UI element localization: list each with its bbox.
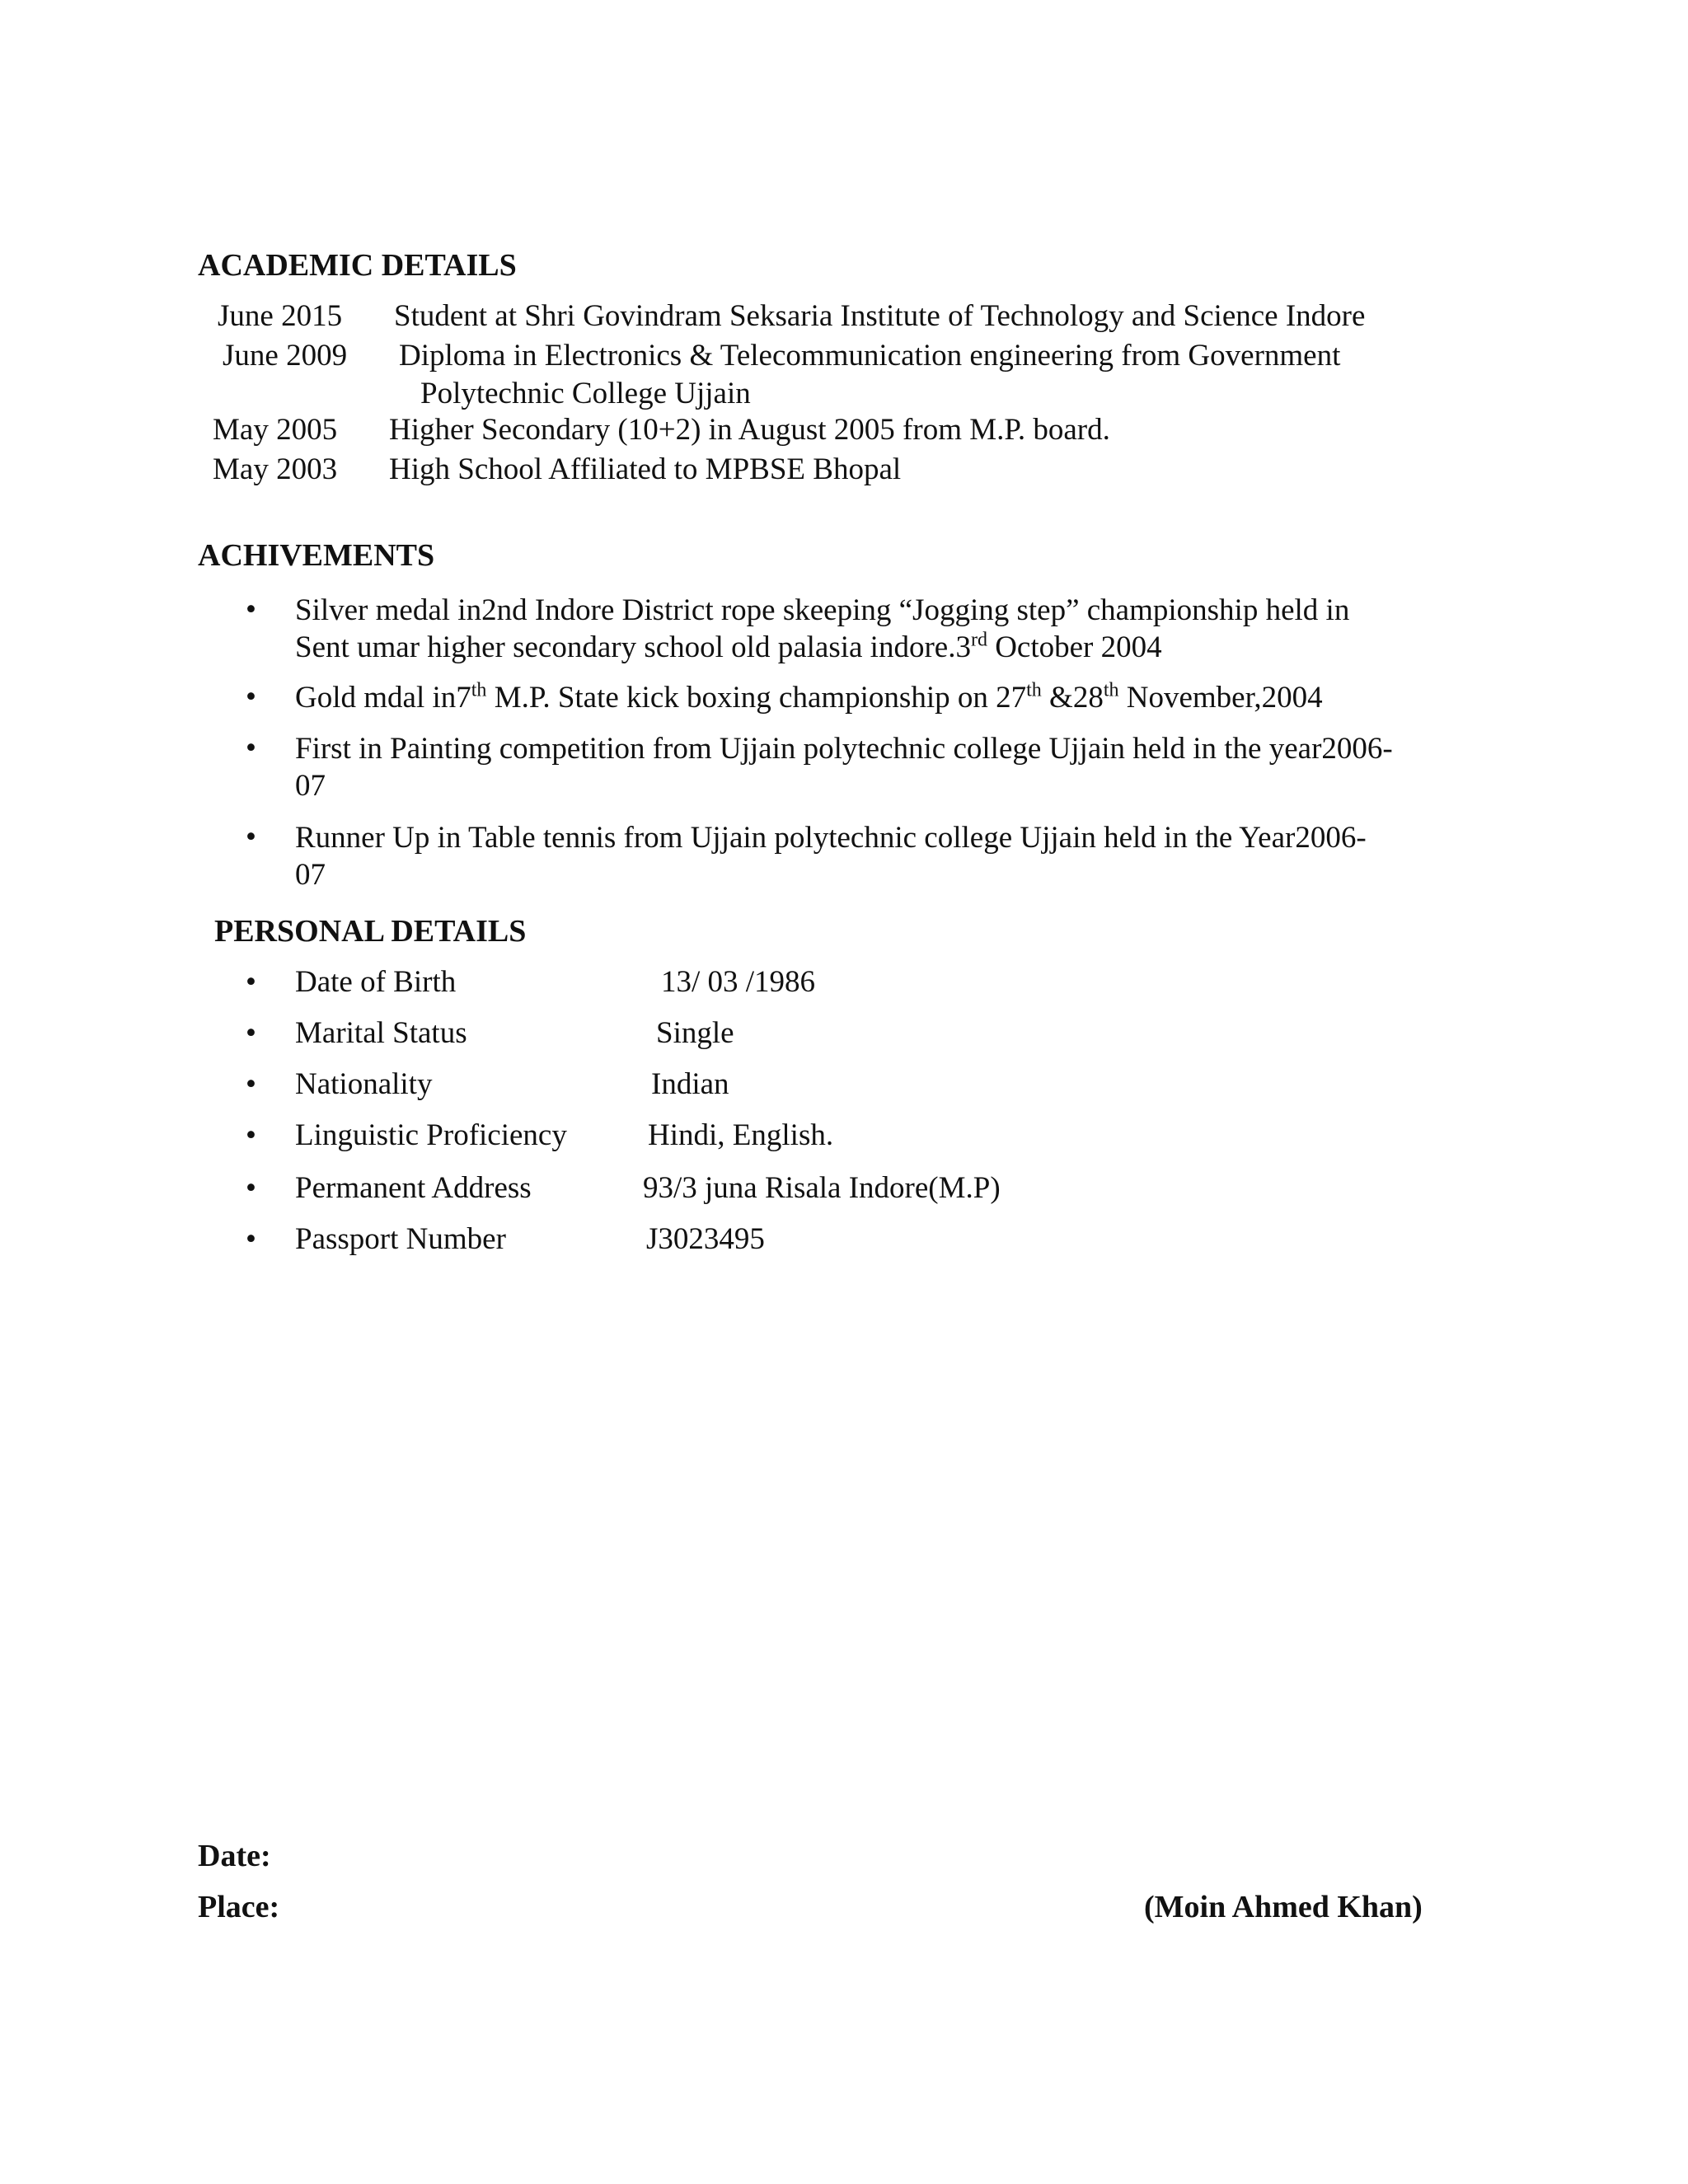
- bullet-icon: •: [246, 1016, 256, 1050]
- personal-label: Date of Birth: [295, 965, 457, 999]
- academic-text-4: High School Affiliated to MPBSE Bhopal: [389, 452, 902, 486]
- achievements-heading: ACHIVEMENTS: [198, 538, 435, 573]
- personal-label: Marital Status: [295, 1016, 467, 1050]
- achievement-text-part: &28: [1041, 681, 1104, 715]
- personal-value: 93/3 juna Risala Indore(M.P): [643, 1171, 1001, 1205]
- personal-label: Linguistic Proficiency: [295, 1118, 567, 1152]
- personal-label: Passport Number: [295, 1222, 506, 1256]
- achievement-text-part: October 2004: [987, 630, 1162, 664]
- achievement-text: [295, 819, 1498, 893]
- achievement-text: [295, 730, 1498, 804]
- achievement-line: Runner Up in Table tennis from Ujjain polytechnic college Ujjain held in the Year2006-: [295, 821, 1367, 855]
- bullet-icon: •: [246, 593, 256, 626]
- academic-date-2: June 2009: [223, 339, 348, 373]
- academic-text-3: Higher Secondary (10+2) in August 2005 from M.P. board.: [389, 413, 1110, 447]
- personal-value: 13/ 03 /1986: [661, 965, 816, 999]
- achievement-text-part: Gold mdal in7: [295, 681, 471, 715]
- personal-value: J3023495: [646, 1222, 765, 1256]
- achievement-line: Silver medal in2nd Indore District rope skeeping “Jogging step” championship held in: [295, 593, 1350, 627]
- achievement-text: [295, 679, 1498, 716]
- academic-date-3: May 2005: [213, 413, 338, 447]
- achievement-text-part: November,2004: [1118, 681, 1323, 715]
- place-label: Place:: [198, 1890, 280, 1924]
- personal-value: Hindi, English.: [648, 1118, 834, 1152]
- bullet-icon: •: [246, 965, 256, 999]
- signature-name: (Moin Ahmed Khan): [1144, 1890, 1423, 1924]
- personal-label: Nationality: [295, 1067, 433, 1101]
- bullet-icon: •: [246, 731, 256, 765]
- achievement-line: 07: [295, 769, 326, 803]
- bullet-icon: •: [246, 680, 256, 714]
- bullet-icon: •: [246, 1222, 256, 1256]
- personal-heading: PERSONAL DETAILS: [214, 914, 527, 949]
- bullet-icon: •: [246, 1118, 256, 1152]
- achievement-line: First in Painting competition from Ujjain polytechnic college Ujjain held in the year2006-: [295, 732, 1393, 766]
- academic-text-2-cont: Polytechnic College Ujjain: [420, 377, 751, 410]
- academic-heading: ACADEMIC DETAILS: [198, 248, 517, 283]
- bullet-icon: •: [246, 1171, 256, 1205]
- date-label: Date:: [198, 1839, 271, 1873]
- achievement-text-part: M.P. State kick boxing championship on 27: [486, 681, 1027, 715]
- personal-label: Permanent Address: [295, 1171, 532, 1205]
- academic-text-1: Student at Shri Govindram Seksaria Institute of Technology and Science Indore: [394, 299, 1366, 333]
- ordinal-suffix: th: [1103, 679, 1119, 701]
- achievement-line: [295, 679, 1498, 716]
- bullet-icon: •: [246, 820, 256, 854]
- achievement-line: 07: [295, 858, 326, 892]
- personal-value: Indian: [651, 1067, 729, 1101]
- ordinal-suffix: th: [471, 679, 487, 701]
- personal-value: Single: [656, 1016, 734, 1050]
- ordinal-suffix: rd: [970, 629, 987, 651]
- achievement-line: [295, 629, 1498, 666]
- ordinal-suffix: th: [1026, 679, 1042, 701]
- academic-date-1: June 2015: [218, 299, 343, 333]
- academic-date-4: May 2003: [213, 452, 338, 486]
- achievement-text-part: Sent umar higher secondary school old palasia indore.3: [295, 630, 971, 664]
- bullet-icon: •: [246, 1067, 256, 1101]
- achievement-text: [295, 592, 1498, 666]
- academic-text-2: Diploma in Electronics & Telecommunication engineering from Government: [399, 339, 1341, 373]
